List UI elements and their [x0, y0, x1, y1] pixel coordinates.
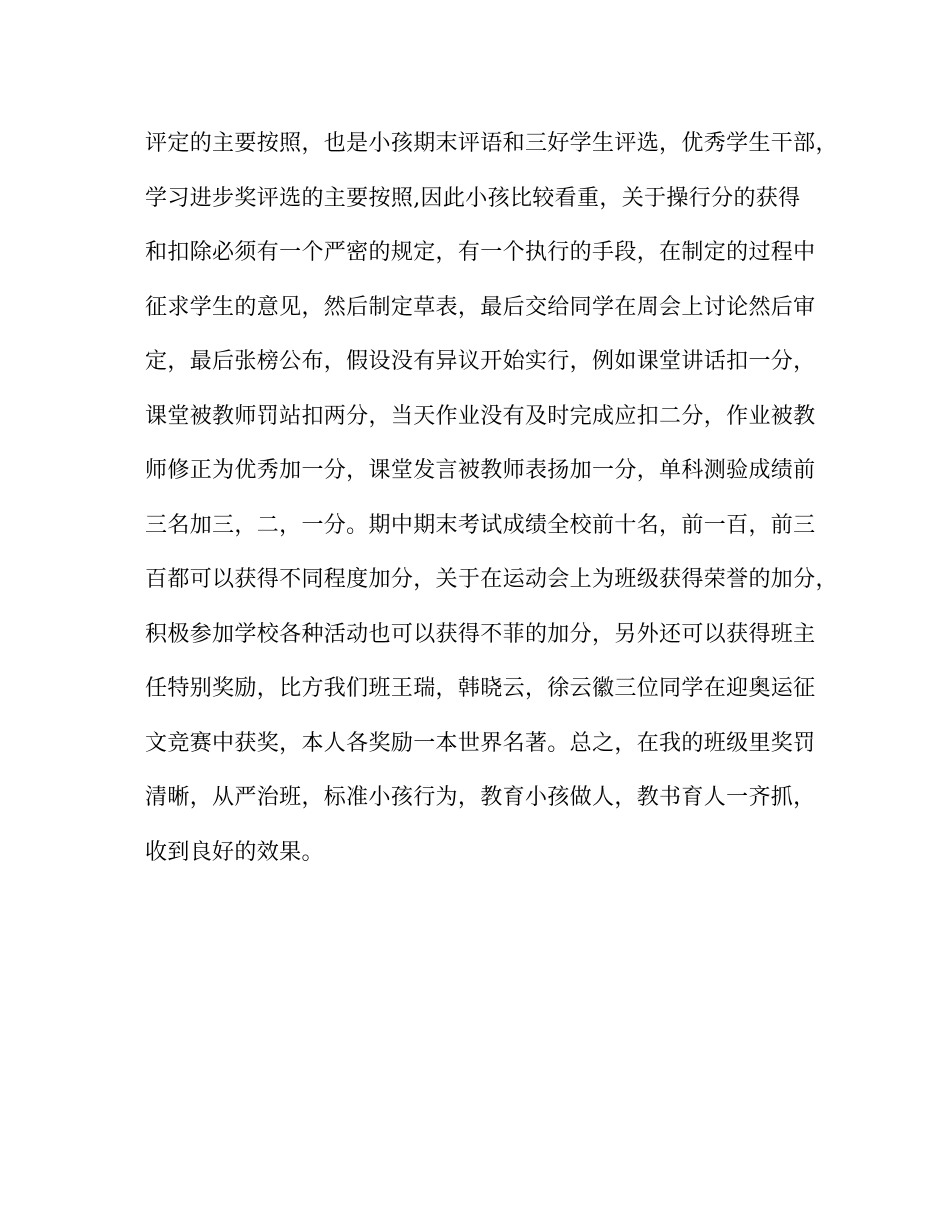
text-line: 三名加三，二，一分。期中期末考试成绩全校前十名，前一百，前三 [145, 512, 816, 538]
text-line: 评定的主要按照，也是小孩期末评语和三好学生评选，优秀学生干部， [145, 131, 838, 156]
text-line: 积极参加学校各种活动也可以获得不菲的加分，另外还可以获得班主 [145, 621, 816, 647]
text-line: 收到良好的效果。 [145, 839, 324, 865]
text-line: 任特别奖励，比方我们班王瑞，韩晓云，徐云徽三位同学在迎奥运征 [145, 676, 816, 701]
text-line: 百都可以获得不同程度加分，关于在运动会上为班级获得荣誉的加分， [145, 567, 838, 592]
text-line: 和扣除必须有一个严密的规定，有一个执行的手段，在制定的过程中 [145, 240, 816, 265]
text-line: 清晰，从严治班，标准小孩行为，教育小孩做人，教书育人一齐抓， [145, 785, 816, 810]
body-text [145, 122, 838, 885]
text-line: 课堂被教师罚站扣两分，当天作业没有及时完成应扣二分，作业被教 [145, 403, 816, 429]
text-line: 征求学生的意见，然后制定草表，最后交给同学在周会上讨论然后审 [145, 294, 816, 320]
text-line: 文竞赛中获奖，本人各奖励一本世界名著。总之，在我的班级里奖罚 [145, 730, 816, 756]
text-line: 学习进步奖评选的主要按照,因此小孩比较看重，关于操行分的获得 [145, 185, 801, 211]
text-line: 定，最后张榜公布，假设没有异议开始实行，例如课堂讲话扣一分， [145, 349, 816, 374]
text-line: 师修正为优秀加一分，课堂发言被教师表扬加一分，单科测验成绩前 [145, 458, 816, 483]
